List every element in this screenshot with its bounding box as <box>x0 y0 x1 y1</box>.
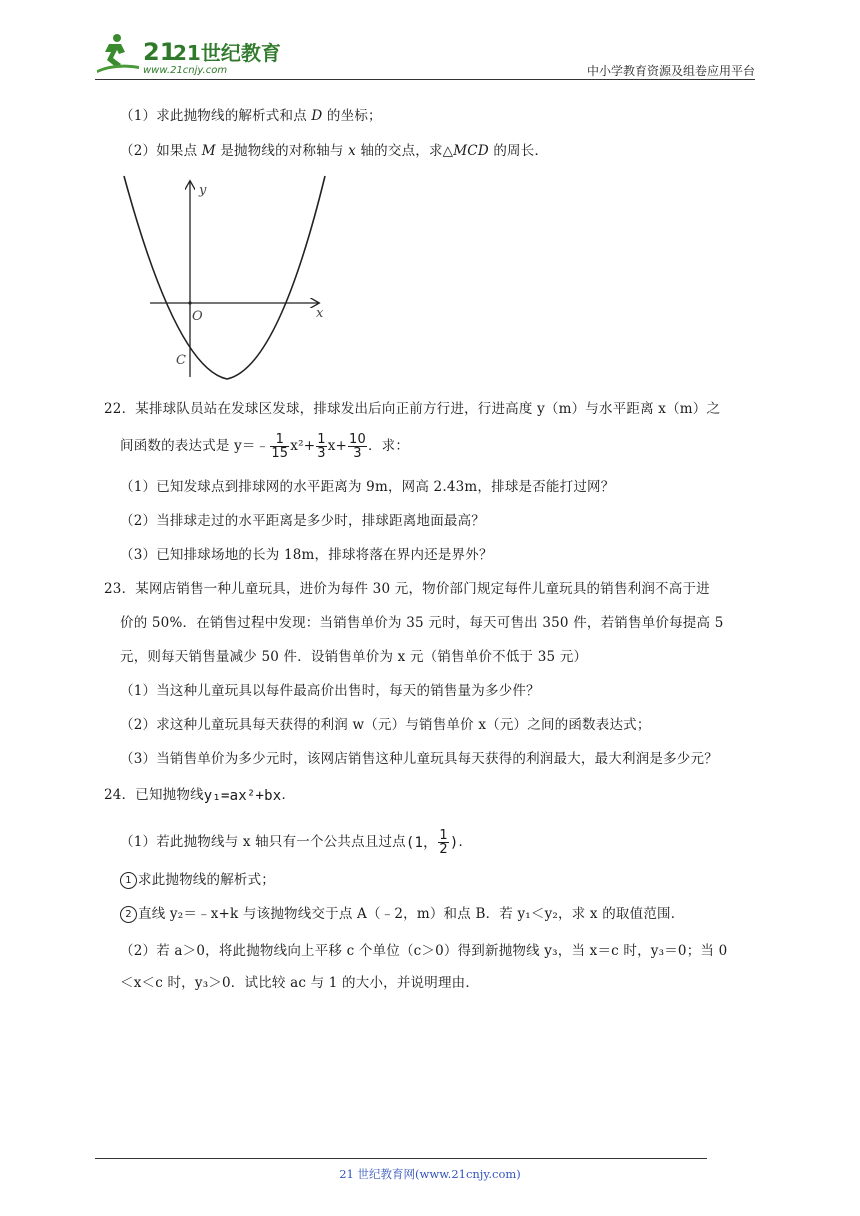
parabola-graph <box>118 172 330 382</box>
circled-number-2: 2 <box>120 906 137 923</box>
point-c-label: C <box>176 353 186 368</box>
q23-sub3: （3）当销售单价为多少元时，该网店销售这种儿童玩具每天获得的利润最大，最大利润是多少元？ <box>120 751 718 767</box>
footer-link[interactable]: 21 世纪教育网(www.21cnjy.com) <box>339 1167 521 1181</box>
header-divider <box>95 79 755 80</box>
q21-part1: （1）求此抛物线的解析式和点 D 的坐标； <box>120 108 382 124</box>
fraction-1-3: $\frac{1}{3}$ <box>317 432 326 461</box>
q22-sub3: （3）已知排球场地的长为 18m，排球将落在界内还是界外？ <box>120 547 493 563</box>
origin-label: O <box>192 309 203 324</box>
page-header <box>95 30 755 80</box>
origin-point <box>188 301 191 304</box>
platform-name: 中小学教育资源及组卷应用平台 <box>586 64 755 78</box>
svg-text:21世纪教育: 21世纪教育 <box>173 41 281 65</box>
y-axis-label: y <box>199 183 207 198</box>
q23-stem-line2: 价的 50%．在销售过程中发现：当销售单价为 35 元时，每天可售出 350 件，若销售单价每提高 5 <box>120 615 724 631</box>
q22-sub1: （1）已知发球点到排球网的水平距离为 9m，网高 2.43m，排球是否能打过网？ <box>120 479 615 495</box>
q24-sub2-line1: （2）若 a＞0，将此抛物线向上平移 c 个单位（c＞0）得到新抛物线 y₃，当 x＝c 时，y₃＝0；当 0 <box>120 943 728 959</box>
circled-number-1: 1 <box>120 872 137 889</box>
svg-text:21: 21 <box>143 38 177 66</box>
q24-item2: 2 直线 y₂＝﹣x+k 与该抛物线交于点 A（﹣2，m）和点 B．若 y₁＜y₂，求 x 的取值范围． <box>120 904 684 924</box>
fraction-1-15: $\frac{1}{15}$ <box>271 432 289 461</box>
q24-sub2-line2: ＜x＜c 时，y₃＞0．试比较 ac 与 1 的大小，并说明理由． <box>120 975 480 991</box>
fraction-10-3: $\frac{10}{3}$ <box>349 432 366 461</box>
x-axis-label: x <box>316 306 324 321</box>
q23-sub1: （1）当这种儿童玩具以每件最高价出售时，每天的销售量为多少件？ <box>120 683 540 699</box>
q24-item1: 1 求此抛物线的解析式； <box>120 870 275 890</box>
q24-formula: y₁=ax²+bx <box>203 787 282 804</box>
footer-divider <box>95 1158 707 1159</box>
q23-stem-line1: 23．某网店销售一种儿童玩具，进价为每件 30 元，物价部门规定每件儿童玩具的销售利润不高于进 <box>104 581 710 597</box>
q23-sub2: （2）求这种儿童玩具每天获得的利润 w（元）与销售单价 x（元）之间的函数表达式； <box>120 717 651 733</box>
fraction-neg-half: $\frac{1}{2}$ <box>439 828 448 857</box>
q22-sub2: （2）当排球走过的水平距离是多少时，排球距离地面最高？ <box>120 513 485 529</box>
q24-stem: 24．已知抛物线y₁=ax²+bx． <box>104 787 296 804</box>
q22-stem-line2: 间函数的表达式是 y＝﹣ $\frac{1}{15}$ x²+ $\frac{1}{3}$ x+ $\frac{10}{3}$ ．求： <box>120 432 410 461</box>
q23-stem-line3: 元，则每天销售量减少 50 件．设销售单价为 x 元（销售单价不低于 35 元） <box>120 649 588 665</box>
site-logo <box>95 30 281 78</box>
parabola-curve <box>124 176 325 379</box>
q21-part2: （2）如果点 M 是抛物线的对称轴与 x 轴的交点，求△MCD 的周长． <box>120 143 549 159</box>
q22-stem-line1: 22．某排球队员站在发球区发球，排球发出后向正前方行进，行进高度 y（m）与水平距离 x（m）之 <box>104 401 721 417</box>
svg-text:www.21cnjy.com: www.21cnjy.com <box>143 65 228 76</box>
q24-sub1: （1）若此抛物线与 x 轴只有一个公共点且过点(1， $\frac{1}{2}$ )． <box>120 828 473 857</box>
